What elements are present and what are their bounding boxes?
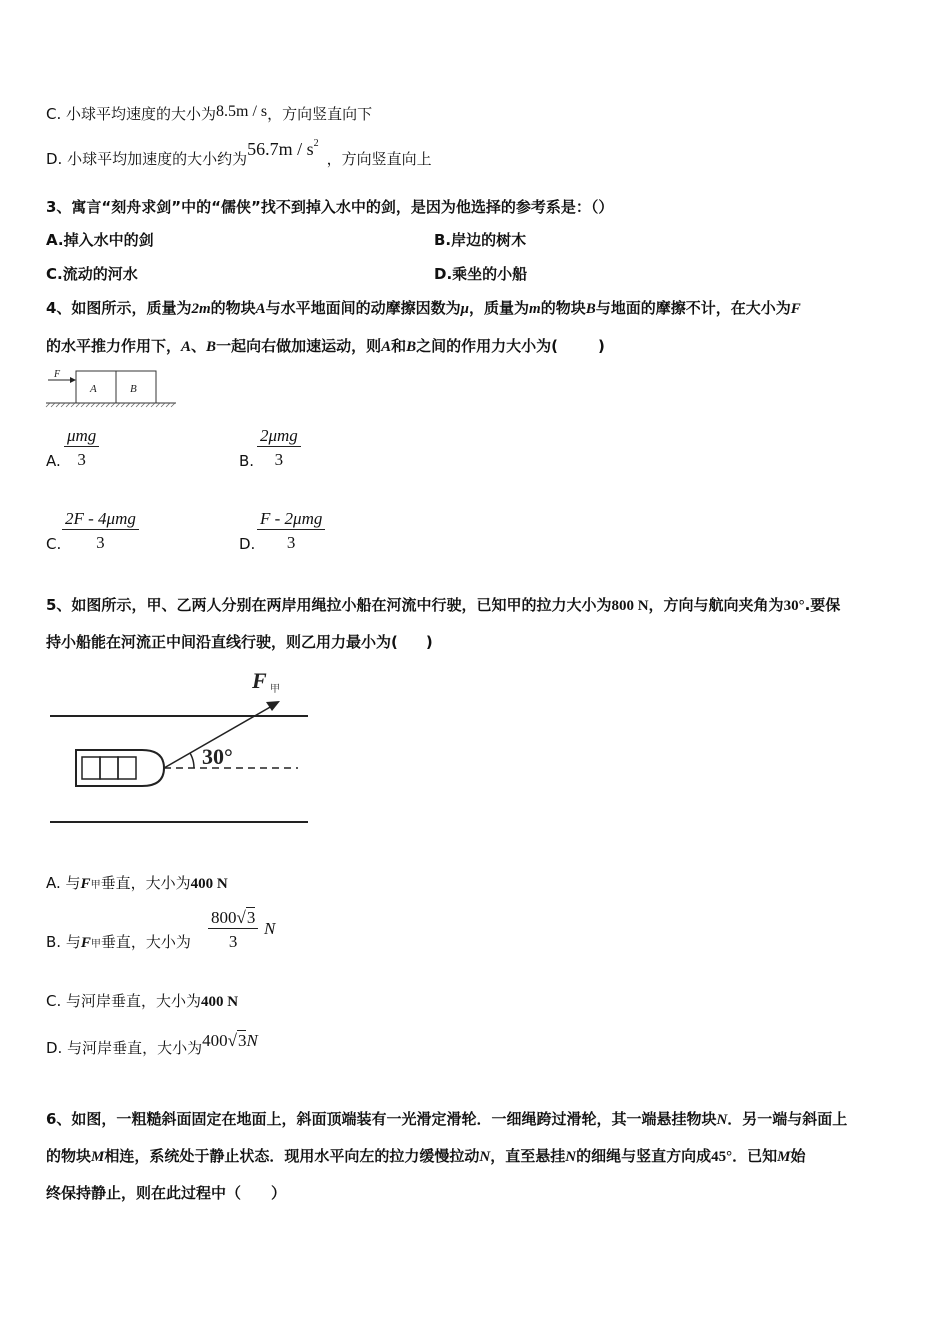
q6-stem-line1: 6、如图，一粗糙斜面固定在地面上，斜面顶端装有一光滑定滑轮．一细绳跨过滑轮，其一端悬挂物块N．另一端与斜面上 [46, 1110, 848, 1128]
q4-stem-line2: 的水平推力作用下，A、B一起向右做加速运动，则A和B之间的作用力大小为( ) [46, 337, 605, 355]
q4-option-b-label: B. [239, 452, 255, 470]
q6-stem-line3: 终保持静止，则在此过程中（ ） [46, 1184, 287, 1202]
force-label: F [252, 668, 267, 693]
q5-option-c: C. 与河岸垂直，大小为400 N [46, 992, 239, 1010]
boat [76, 750, 164, 786]
q6-stem-line2: 的物块M相连，系统处于静止状态．现用水平向左的拉力缓慢拉动N，直至悬挂N的细绳与竖直方向成45°．已知M始 [46, 1147, 806, 1165]
q4-option-d-label: D. [239, 535, 256, 553]
q5-option-b-text: B. 与F甲垂直，大小为 [46, 933, 191, 951]
q3-option-a: A.掉入水中的剑 [46, 231, 154, 249]
q4-option-c-fraction: 2F - 4μmg 3 [62, 509, 139, 553]
block-b-label: B [130, 383, 137, 395]
q5-option-a: A. 与F甲垂直，大小为400 N [46, 874, 228, 892]
q3-option-c: C.流动的河水 [46, 265, 138, 283]
angle-label: 30° [202, 744, 233, 769]
q4-option-c-label: C. [46, 535, 62, 553]
q5-boat-figure [44, 664, 314, 830]
q5-stem-line1: 5、如图所示，甲、乙两人分别在两岸用绳拉小船在河流中行驶，已知甲的拉力大小为800 N，方向与航向夹角为30°.要保 [46, 596, 841, 614]
q2-option-c: C. 小球平均速度的大小为8.5m / s，方向竖直向下 [46, 103, 373, 123]
q4-blocks-figure [44, 368, 178, 412]
q3-option-d: D.乘坐的小船 [434, 265, 528, 283]
q2-option-d: D. 小球平均加速度的大小约为$56.7m / s^2$，方向竖直向上 [46, 138, 432, 168]
q4-option-d-fraction: F - 2μmg 3 [257, 509, 325, 553]
q4-option-a-fraction: μmg 3 [64, 426, 99, 470]
q5-option-b-unit: N [264, 919, 276, 938]
q5-stem-line2: 持小船能在河流正中间沿直线行驶，则乙用力最小为( ) [46, 633, 433, 651]
block-a-label: A [90, 383, 97, 395]
q3-option-b: B.岸边的树木 [434, 231, 527, 249]
q4-stem-line1: 4、如图所示，质量为2m的物块A与水平地面间的动摩擦因数为μ，质量为m的物块B与地面的摩擦不计，在大小为F [46, 299, 801, 317]
force-f-label: F [54, 369, 61, 380]
force-sub-label: 甲 [270, 684, 280, 695]
q3-stem: 3、寓言“刻舟求剑”中的“儒侠”找不到掉入水中的剑，是因为他选择的参考系是：（） [46, 198, 614, 216]
q5-option-b-fraction: $\frac{800√3}{3}$ [208, 908, 258, 952]
q4-option-b-fraction: 2μmg 3 [257, 426, 301, 470]
q4-option-a-label: A. [46, 452, 61, 470]
q5-option-d: D. 与河岸垂直，大小为400√3N [46, 1031, 258, 1057]
